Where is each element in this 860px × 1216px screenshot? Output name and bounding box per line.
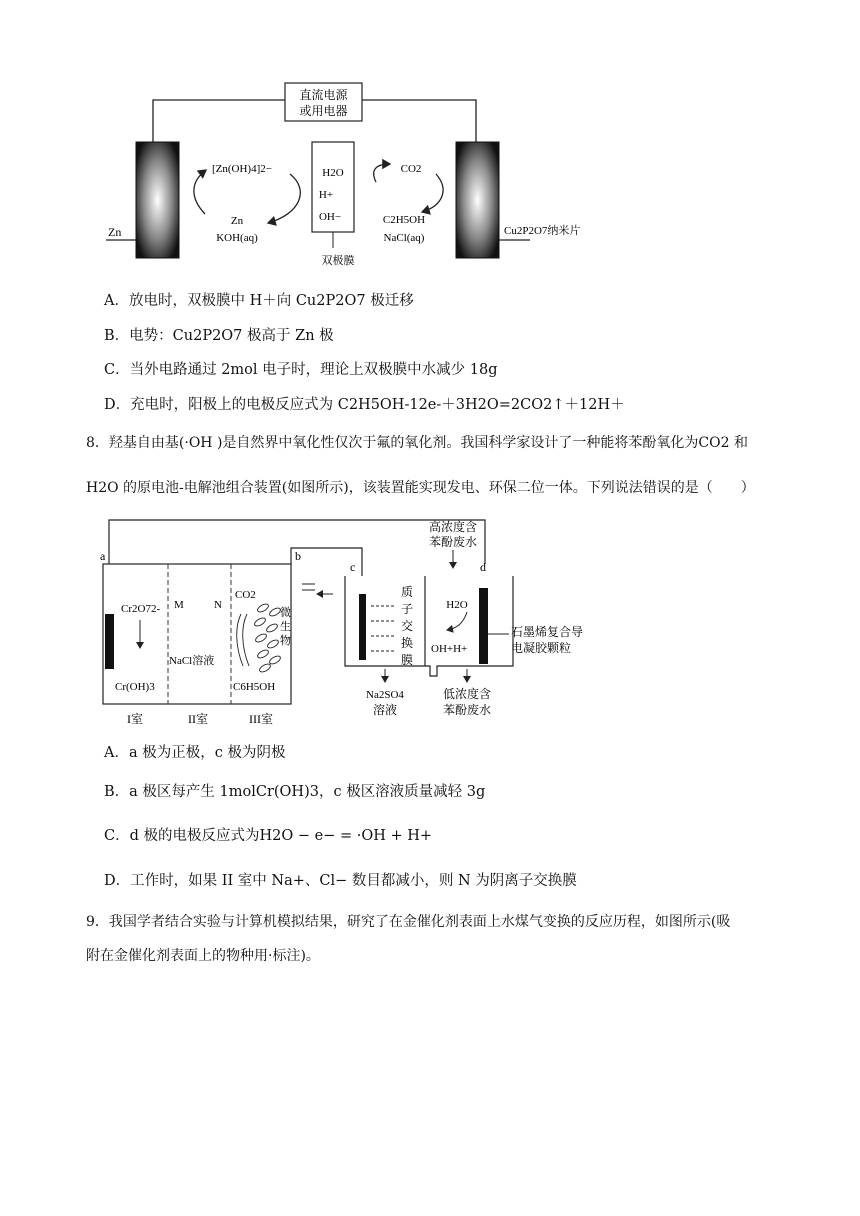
cu-electrode-label: Cu2P2O7纳米片 bbox=[504, 225, 581, 237]
graphene-line-1: 石墨烯复合导 bbox=[511, 625, 584, 639]
label-M: M bbox=[174, 599, 184, 611]
low-phenol-line-2: 苯酚废水 bbox=[442, 703, 492, 717]
proton-membrane-label: 质子交换膜 bbox=[400, 585, 414, 667]
h2o-label-2: H2O bbox=[446, 599, 468, 611]
label-d: d bbox=[480, 560, 486, 574]
label-N: N bbox=[214, 599, 222, 611]
electrode-d bbox=[479, 588, 488, 664]
electrode-a bbox=[105, 614, 114, 669]
wire-left bbox=[153, 100, 285, 142]
q7-option-a: A．放电时，双极膜中 H＋向 Cu2P2O7 极迁移 bbox=[104, 293, 414, 309]
oh-h-label: OH+H+ bbox=[431, 643, 468, 655]
power-label-1: 直流电源 bbox=[299, 88, 348, 102]
high-phenol-line-2: 苯酚废水 bbox=[428, 535, 478, 549]
koh-label: KOH(aq) bbox=[216, 232, 258, 244]
nacl-solution-label: NaCl溶液 bbox=[169, 655, 215, 667]
cu-electrode bbox=[456, 142, 499, 258]
zn-electrode bbox=[136, 142, 179, 258]
q8-stem-line-1: 8．羟基自由基(·OH )是自然界中氧化性仅次于氟的氧化剂。我国科学家设计了一种能将苯酚氧化为CO2 和 bbox=[86, 435, 748, 451]
zn-label: Zn bbox=[230, 215, 244, 227]
membrane-h2o: H2O bbox=[322, 167, 344, 179]
q8-option-d: D．工作时，如果 II 室中 Na+、Cl− 数目都减小，则 N 为阴离子交换膜 bbox=[104, 873, 577, 889]
q7-option-d: D．充电时，阳极上的电极反应式为 C2H5OH-12e-＋3H2O=2CO2↑＋12H＋ bbox=[104, 397, 625, 413]
power-label-2: 或用电器 bbox=[299, 104, 348, 118]
cr2o7-label: Cr2O72- bbox=[121, 603, 161, 615]
zn-oh4-label: [Zn(OH)4]2− bbox=[212, 163, 272, 175]
wire-right bbox=[362, 100, 476, 142]
label-a: a bbox=[100, 549, 106, 563]
q7-option-c: C．当外电路通过 2mol 电子时，理论上双极膜中水减少 18g bbox=[104, 362, 498, 378]
q8-option-c: C．d 极的电极反应式为H2O − e− = ·OH + H+ bbox=[104, 828, 433, 844]
zn-electrode-label: Zn bbox=[108, 225, 122, 239]
room-3-label: III室 bbox=[249, 712, 273, 726]
membrane-h: H+ bbox=[318, 189, 334, 201]
graphene-line-2: 电凝胶颗粒 bbox=[511, 641, 572, 655]
membrane-label: 双极膜 bbox=[321, 255, 355, 267]
phenol-label: C6H5OH bbox=[233, 681, 276, 693]
right-cycle-arrow-2 bbox=[422, 174, 443, 212]
left-cycle-arrow-1 bbox=[194, 170, 206, 214]
high-phenol-line-1: 高浓度含 bbox=[428, 520, 478, 534]
microbe-label: 微生物 bbox=[280, 607, 291, 647]
q8-option-a: A．a 极为正极，c 极为阴极 bbox=[104, 745, 286, 761]
membrane-oh: OH− bbox=[318, 211, 342, 223]
croh3-label: Cr(OH)3 bbox=[115, 681, 155, 693]
ethanol-label: C2H5OH bbox=[382, 214, 426, 226]
low-phenol-line-1: 低浓度含 bbox=[442, 687, 492, 701]
co2-label-2: CO2 bbox=[235, 589, 256, 601]
q7-option-b: B．电势：Cu2P2O7 极高于 Zn 极 bbox=[104, 328, 334, 344]
room-1-label: I室 bbox=[127, 712, 143, 726]
figure-1-diagram bbox=[100, 78, 640, 268]
electrode-c bbox=[359, 594, 366, 660]
na2so4-line-2: 溶液 bbox=[372, 703, 398, 717]
q9-stem-line-1: 9．我国学者结合实验与计算机模拟结果，研究了在金催化剂表面上水煤气变换的反应历程，如图所示(吸 bbox=[86, 914, 731, 930]
nacl-label: NaCl(aq) bbox=[383, 232, 425, 244]
q8-stem-line-2: H2O 的原电池-电解池组合装置(如图所示)，该装置能实现发电、环保二位一体。下列说法错误的是（ ） bbox=[86, 480, 755, 496]
q8-option-b: B．a 极区每产生 1molCr(OH)3，c 极区溶液质量减轻 3g bbox=[104, 784, 486, 800]
label-c: c bbox=[350, 560, 356, 574]
na2so4-line-1: Na2SO4 bbox=[366, 689, 404, 701]
room-2-label: II室 bbox=[188, 712, 208, 726]
q9-stem-line-2: 附在金催化剂表面上的物种用·标注)。 bbox=[86, 948, 320, 964]
co2-label: CO2 bbox=[400, 163, 422, 175]
membrane-dashes bbox=[371, 606, 395, 651]
label-b: b bbox=[295, 549, 301, 563]
left-cycle-arrow-2 bbox=[268, 174, 300, 223]
right-cycle-arrow-1 bbox=[374, 164, 390, 182]
figure-2-diagram bbox=[95, 516, 625, 731]
